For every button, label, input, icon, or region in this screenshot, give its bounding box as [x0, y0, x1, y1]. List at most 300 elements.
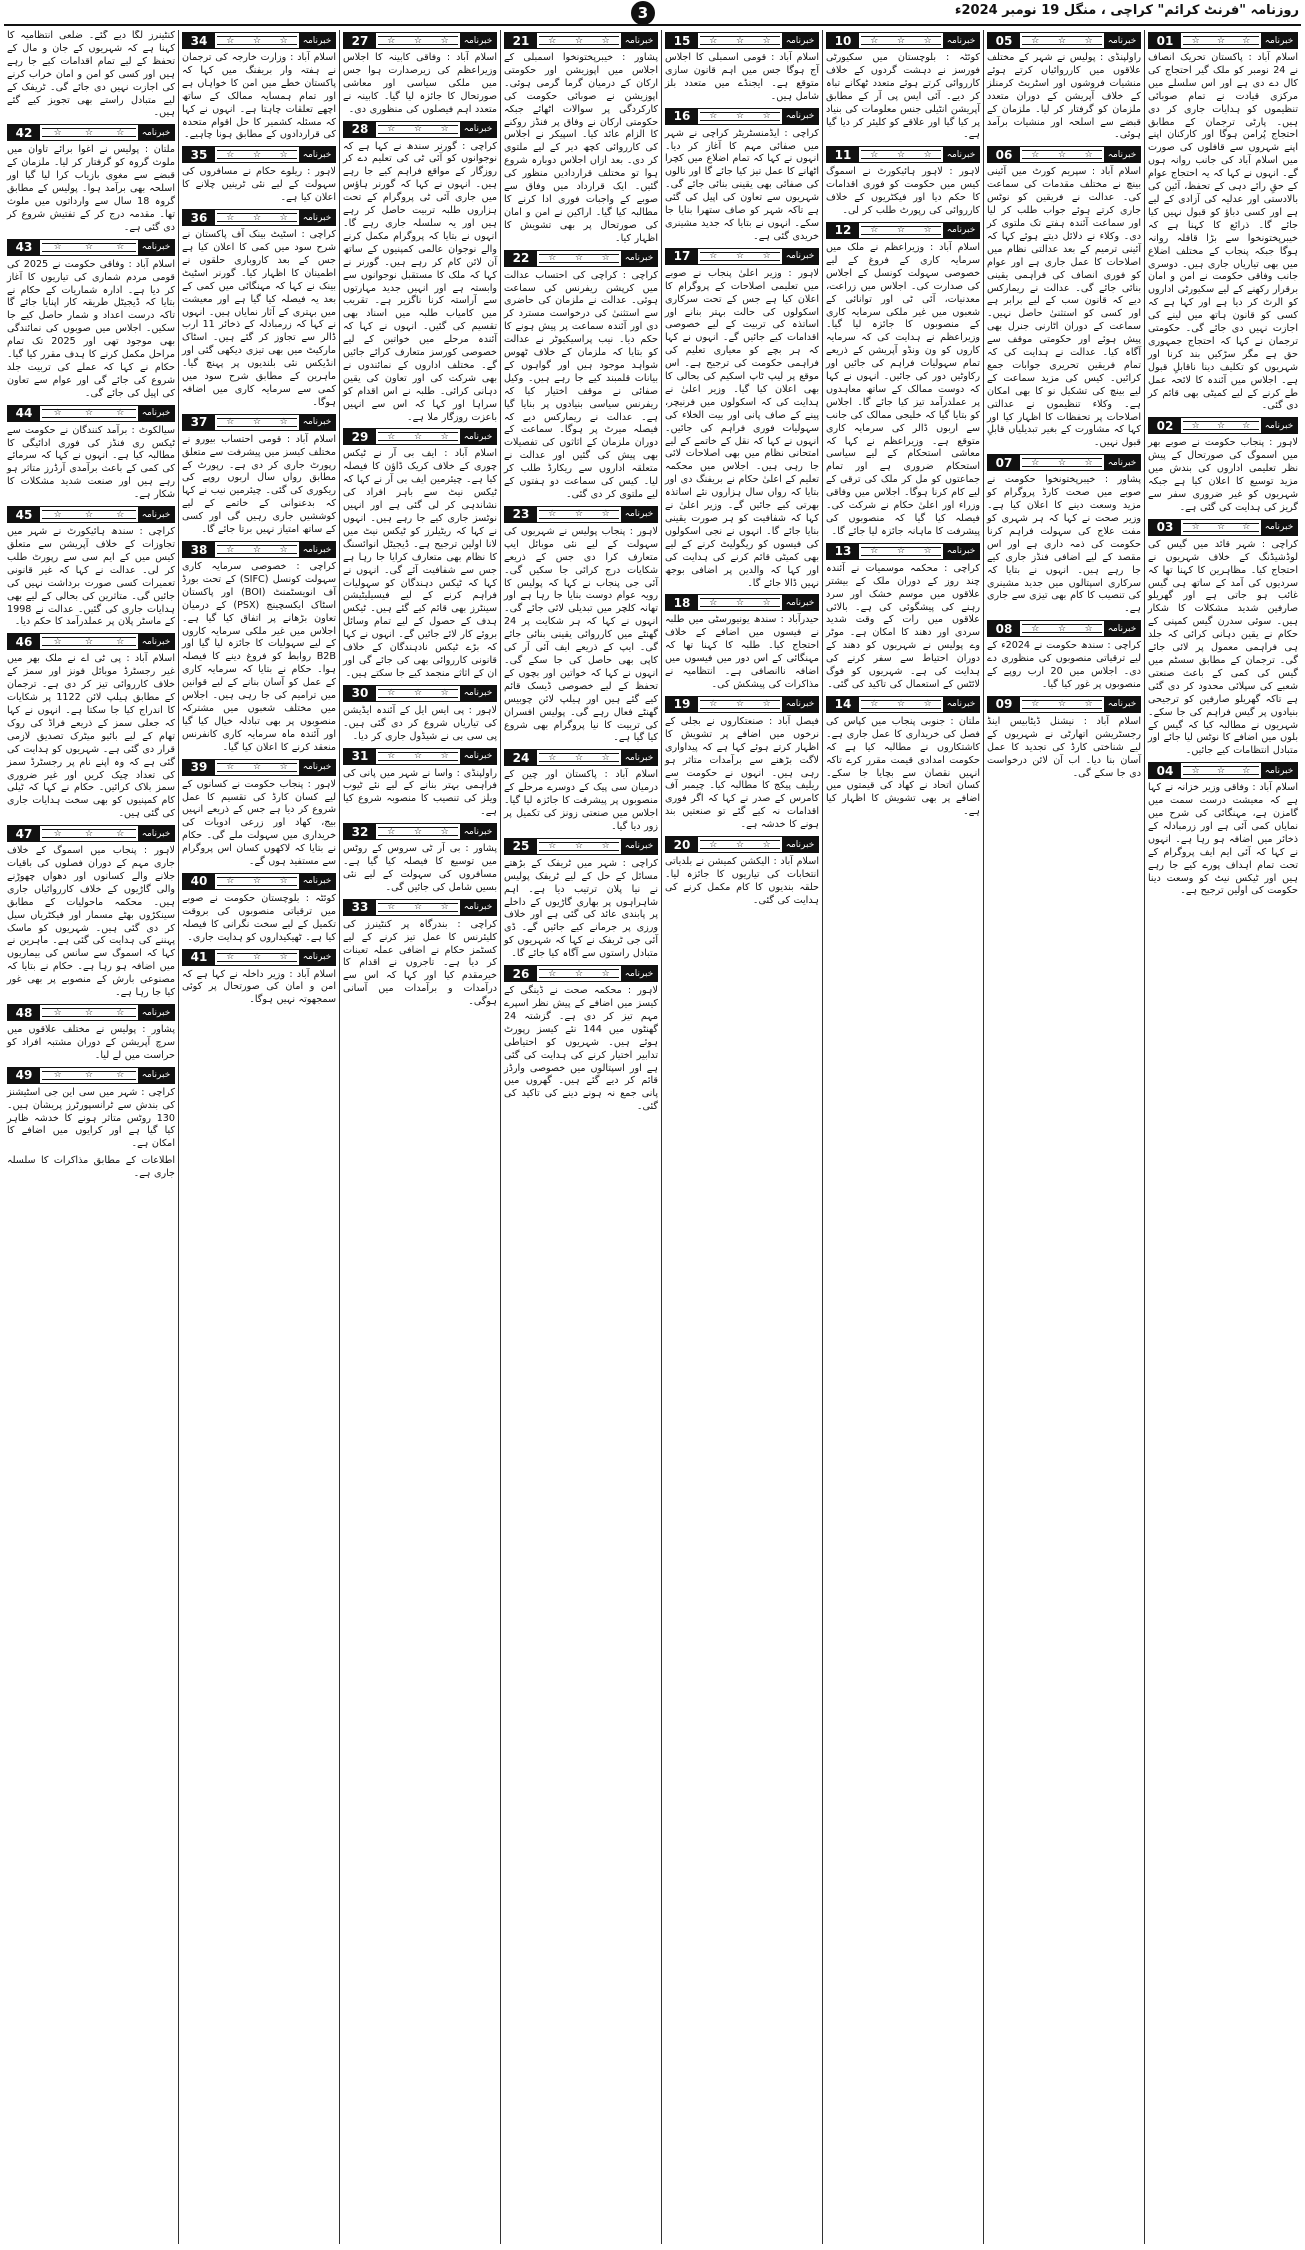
star-icon: ☆: [896, 149, 906, 160]
star-divider: [217, 953, 297, 962]
star-icon: ☆: [413, 688, 423, 699]
star-divider: [539, 842, 619, 851]
star-icon: ☆: [923, 149, 932, 160]
newspaper-page: [4, 30, 1301, 2244]
star-icon: ☆: [226, 212, 235, 223]
star-icon: ☆: [574, 752, 584, 763]
star-divider: [42, 829, 136, 838]
star-icon: ☆: [226, 149, 235, 160]
star-icon: ☆: [574, 253, 584, 264]
news-item-tag: خبرنامہ: [460, 122, 496, 137]
star-icon: ☆: [387, 826, 396, 837]
news-item-header: [343, 823, 497, 840]
news-item-tag: خبرنامہ: [621, 966, 657, 981]
star-icon: ☆: [601, 253, 610, 264]
news-item-number: 16: [666, 109, 698, 124]
star-icon: ☆: [413, 124, 423, 135]
news-item-header: [504, 32, 658, 49]
news-item-tag: خبرنامہ: [138, 507, 174, 522]
news-item-header: [826, 543, 980, 560]
star-divider: [539, 753, 619, 762]
star-divider: [700, 36, 780, 45]
news-item-tag: خبرنامہ: [1104, 697, 1140, 712]
news-item-number: 27: [344, 33, 376, 48]
news-item-header: [665, 594, 819, 611]
news-item-text: اسلام آباد : وزارت خارجہ کی ترجمان نے ہفتہ وار بریفنگ میں کہا کہ پاکستان خطے میں امن کا خواہاں ہے اور تمام ہمسایہ ممالک کے ساتھ اچھے تعلقات چاہتا ہے۔ انہوں نے کہا کہ مسئلہ کشمیر کا حل اقوام متحدہ کی قراردادوں کے مطابق ہونا چاہیے۔: [182, 52, 336, 141]
news-item-header: [343, 748, 497, 765]
star-icon: ☆: [735, 839, 745, 850]
news-item-tag: خبرنامہ: [460, 824, 496, 839]
news-item-number: 21: [505, 33, 537, 48]
star-icon: ☆: [548, 752, 557, 763]
news-item-tag: خبرنامہ: [138, 1068, 174, 1083]
news-item-number: 04: [1149, 763, 1181, 778]
news-item: [665, 248, 819, 591]
star-icon: ☆: [601, 35, 610, 46]
news-item-number: 30: [344, 686, 376, 701]
news-item-header: [665, 32, 819, 49]
star-divider: [700, 840, 780, 849]
news-item: [1148, 519, 1298, 758]
news-item-header: [182, 32, 336, 49]
news-item: [7, 1155, 175, 1181]
star-divider: [539, 969, 619, 978]
star-divider: [42, 637, 136, 646]
star-divider: [861, 700, 941, 709]
news-item-tag: خبرنامہ: [1261, 33, 1297, 48]
star-icon: ☆: [762, 839, 771, 850]
star-divider: [217, 213, 297, 222]
news-item-header: [1148, 32, 1298, 49]
star-icon: ☆: [1216, 420, 1226, 431]
news-item-number: 32: [344, 824, 376, 839]
news-item-tag: خبرنامہ: [1261, 763, 1297, 778]
news-item-tag: خبرنامہ: [299, 210, 335, 225]
star-icon: ☆: [1057, 457, 1067, 468]
star-icon: ☆: [896, 699, 906, 710]
star-icon: ☆: [226, 952, 235, 963]
star-icon: ☆: [440, 751, 449, 761]
news-item-header: [504, 250, 658, 267]
news-item: [343, 823, 497, 895]
news-item-tag: خبرنامہ: [782, 837, 818, 852]
news-item-header: [665, 696, 819, 713]
star-icon: ☆: [709, 839, 718, 850]
star-divider: [700, 252, 780, 261]
star-icon: ☆: [252, 417, 262, 428]
news-item-number: 17: [666, 249, 698, 264]
star-icon: ☆: [252, 876, 262, 887]
news-item-text: اسلام آباد : قومی احتساب بیورو نے مختلف کیسز میں پیشرفت سے متعلق رپورٹ جاری کر دی ہے۔ رپورٹ کے مطابق رواں سال اربوں روپے کی ریکوری کی گئی۔ چیئرمین نیب نے کہا کہ بدعنوانی کے خاتمے کے لیے کوششیں جاری رہیں گی اور کسی کے ساتھ امتیاز نہیں برتا جائے گا۔: [182, 433, 336, 536]
news-item: [7, 825, 175, 1000]
news-item-number: 15: [666, 33, 698, 48]
news-item-number: 20: [666, 837, 698, 852]
star-icon: ☆: [1084, 35, 1093, 46]
star-icon: ☆: [279, 762, 288, 773]
news-item: [343, 685, 497, 744]
star-icon: ☆: [116, 242, 125, 253]
star-icon: ☆: [574, 968, 584, 979]
news-item-tag: خبرنامہ: [138, 1005, 174, 1020]
news-item: [504, 838, 658, 961]
star-icon: ☆: [1031, 623, 1040, 634]
star-divider: [1183, 523, 1259, 532]
star-icon: ☆: [1084, 457, 1093, 468]
news-item: [665, 32, 819, 104]
star-divider: [378, 125, 458, 134]
star-divider: [378, 432, 458, 441]
star-icon: ☆: [84, 242, 94, 253]
news-item: [182, 759, 336, 869]
star-icon: ☆: [413, 902, 423, 913]
star-divider: [1022, 700, 1102, 709]
news-column: [4, 30, 178, 2244]
star-icon: ☆: [870, 225, 879, 236]
star-icon: ☆: [387, 124, 396, 135]
star-divider: [1183, 36, 1259, 45]
star-icon: ☆: [1031, 149, 1040, 160]
star-icon: ☆: [53, 1007, 62, 1018]
star-icon: ☆: [1031, 35, 1040, 46]
news-item-tag: خبرنامہ: [621, 839, 657, 854]
news-item-text: پشاور : خیبرپختونخوا اسمبلی کے اجلاس میں اپوزیشن اور حکومتی ارکان کے درمیان گرما گرمی ہوئی۔ اپوزیشن نے صوبائی حکومت کی کارکردگی پر سوالات اٹھائے جبکہ حکومتی ارکان نے وفاق پر فنڈز روکنے کا الزام عائد کیا۔ اسپیکر نے اجلاس کی کارروائی کچھ دیر کے لیے ملتوی کر دی۔ بعد ازاں اجلاس دوبارہ شروع ہوا تو مختلف قراردادیں منظور کی گئیں۔ ایک قرارداد میں وفاق سے صوبے کے واجبات فوری ادا کرنے کا مطالبہ کیا گیا۔ اراکین نے امن و امان کی صورتحال پر بھی تشویش کا اظہار کیا۔: [504, 52, 658, 244]
news-item-number: 31: [344, 749, 376, 764]
news-item-tag: خبرنامہ: [1104, 621, 1140, 636]
news-item: [504, 250, 658, 502]
star-icon: ☆: [279, 544, 288, 555]
star-icon: ☆: [548, 968, 557, 979]
news-item-text: اسلام آباد : پی ٹی اے نے ملک بھر میں غیر رجسٹرڈ موبائل فونز اور سمز کے خلاف کارروائی تیز کر دی ہے۔ ترجمان کے مطابق ہیلپ لائن 1122 پر شکایات کا اندراج کیا جا سکتا ہے۔ انہوں نے کہا کہ جعلی سمز کے ذریعے فراڈ کی روک تھام کے لیے بائیو میٹرک تصدیق لازمی قرار دی گئی ہے۔ شہریوں کو ہدایت کی گئی ہے کہ وہ اپنے نام پر رجسٹرڈ سمز کی تعداد چیک کریں اور غیر ضروری سمز بلاک کرائیں۔ حکام نے کہا کہ ٹیلی کام کمپنیوں کو بھی سخت ہدایات جاری کی گئی ہیں۔: [7, 653, 175, 820]
news-item-text: کراچی : کراچی کی احتساب عدالت میں کرپشن ریفرنس کی سماعت ہوئی۔ عدالت نے ملزمان کی حاضری سے استثنیٰ کی درخواست مسترد کر دی اور آئندہ سماعت پر پیش ہونے کا حکم دیا۔ نیب پراسیکیوٹر نے عدالت کو بتایا کہ ملزمان کے خلاف ٹھوس شواہد موجود ہیں اور گواہوں کے بیانات قلمبند کیے جا رہے ہیں۔ وکیل صفائی نے موقف اختیار کیا کہ ریفرنس سیاسی بنیادوں پر بنایا گیا ہے۔ عدالت نے ریمارکس دیے کہ فیصلہ میرٹ پر ہوگا۔ سماعت کے دوران ملزمان کے اثاثوں کی تفصیلات بھی پیش کی گئیں اور عدالت نے متعلقہ اداروں سے ریکارڈ طلب کر لیا۔ کیس کی سماعت دو ہفتوں کے لیے ملتوی کر دی گئی۔: [504, 269, 658, 500]
star-icon: ☆: [548, 509, 557, 520]
news-item-header: [504, 965, 658, 982]
star-icon: ☆: [1084, 699, 1093, 710]
news-item-tag: خبرنامہ: [1104, 147, 1140, 162]
star-icon: ☆: [1216, 522, 1226, 533]
star-divider: [378, 752, 458, 761]
news-item-number: 01: [1149, 33, 1181, 48]
news-item-text: ملتان : جنوبی پنجاب میں کپاس کی فصل کی خریداری کا عمل جاری ہے۔ کاشتکاروں نے مطالبہ کیا ہے کہ حکومت امدادی قیمت مقرر کرے تاکہ انہیں نقصان سے بچایا جا سکے۔ کسان اتحاد نے کھاد کی قیمتوں میں اضافے پر بھی تشویش کا اظہار کیا ہے۔: [826, 715, 980, 818]
news-item-number: 38: [183, 542, 215, 557]
star-icon: ☆: [548, 35, 557, 46]
news-item: [826, 696, 980, 819]
star-icon: ☆: [762, 597, 771, 608]
news-item-header: [182, 146, 336, 163]
news-item: [987, 620, 1141, 692]
star-icon: ☆: [896, 546, 906, 557]
news-item: [182, 146, 336, 205]
star-icon: ☆: [53, 509, 62, 520]
news-item: [7, 124, 175, 234]
news-item: [504, 749, 658, 834]
news-item: [343, 121, 497, 425]
news-item-text: اسلام آباد : وزیر داخلہ نے کہا ہے کہ امن و امان کی صورتحال پر کوئی سمجھوتہ نہیں ہوگا۔: [182, 968, 336, 1006]
news-item: [665, 696, 819, 832]
star-icon: ☆: [709, 597, 718, 608]
news-item: [665, 594, 819, 691]
star-icon: ☆: [923, 225, 932, 236]
star-icon: ☆: [548, 253, 557, 264]
news-column: [178, 30, 339, 2244]
star-icon: ☆: [1031, 699, 1040, 710]
news-item-header: [987, 454, 1141, 471]
news-item: [504, 965, 658, 1114]
star-icon: ☆: [440, 902, 449, 913]
news-item: [182, 949, 336, 1008]
star-icon: ☆: [762, 699, 771, 710]
news-item-header: [182, 759, 336, 776]
news-item-tag: خبرنامہ: [460, 900, 496, 915]
news-item-text: کراچی : سندھ ہائیکورٹ نے شہر میں تجاوزات کے خلاف آپریشن سے متعلق کیس میں کے ایم سی سے رپورٹ طلب کر لی۔ عدالت نے کہا کہ غیر قانونی تعمیرات کسی صورت برداشت نہیں کی جائیں گی۔ متاثرین کی بحالی کے لیے بھی ہدایات جاری کی گئیں۔ عدالت نے 1998 کے ماسٹر پلان پر عملدرآمد کا حکم دیا۔: [7, 526, 175, 628]
star-icon: ☆: [548, 841, 557, 852]
news-column: [339, 30, 500, 2244]
news-item-text: کراچی : ایڈمنسٹریٹر کراچی نے شہر میں صفائی مہم کا آغاز کر دیا۔ انہوں نے کہا کہ تمام اضلاع میں کچرا اٹھانے کا عمل تیز کیا جائے گا اور نالوں کی صفائی بھی یقینی بنائی جائے گی۔ شہریوں سے تعاون کی اپیل کی گئی ہے تاکہ شہر کو صاف ستھرا بنایا جا سکے۔ انہوں نے بتایا کہ جدید مشینری خریدی گئی ہے۔: [665, 127, 819, 242]
star-icon: ☆: [709, 35, 718, 46]
news-item-header: [7, 1067, 175, 1084]
news-column: [983, 30, 1144, 2244]
news-item-header: [1148, 519, 1298, 536]
news-item-header: [665, 836, 819, 853]
star-icon: ☆: [709, 251, 718, 262]
news-item-tag: خبرنامہ: [138, 406, 174, 421]
star-divider: [700, 700, 780, 709]
news-item-number: 34: [183, 33, 215, 48]
news-column: [1144, 30, 1301, 2244]
star-icon: ☆: [870, 149, 879, 160]
star-icon: ☆: [116, 509, 125, 520]
news-item-number: 42: [8, 125, 40, 140]
news-item: [987, 696, 1141, 781]
news-item-number: 35: [183, 147, 215, 162]
news-item-number: 02: [1149, 418, 1181, 433]
star-divider: [378, 827, 458, 836]
news-item-text: کراچی : اسٹیٹ بینک آف پاکستان نے شرح سود میں کمی کا اعلان کیا ہے جس کے بعد کاروباری حلقوں نے اطمینان کا اظہار کیا۔ گورنر اسٹیٹ بینک نے کہا کہ مہنگائی میں کمی کے بعد یہ فیصلہ کیا گیا ہے اور معیشت میں بہتری کے آثار نمایاں ہیں۔ انہوں نے کہا کہ زرمبادلہ کے ذخائر 11 ارب ڈالر سے تجاوز کر گئے ہیں۔ اسٹاک مارکیٹ میں بھی تیزی دیکھی گئی اور انڈیکس نئی بلندیوں پر پہنچ گیا۔ ماہرین کے مطابق شرح سود میں کمی سے سرمایہ کاری میں اضافہ ہوگا۔: [182, 229, 336, 408]
star-icon: ☆: [387, 751, 396, 761]
star-divider: [700, 112, 780, 121]
star-icon: ☆: [1242, 420, 1251, 431]
news-item-text: سیالکوٹ : برآمد کنندگان نے حکومت سے ٹیکس ری فنڈز کی فوری ادائیگی کا مطالبہ کیا ہے۔ انہوں نے کہا کہ سرمائے کی کمی کے باعث برآمدی آرڈرز متاثر ہو رہے ہیں اور صنعت شدید مشکلات کا شکار ہے۔: [7, 424, 175, 501]
news-item-text: کراچی : شہر قائد میں گیس کی لوڈشیڈنگ کے خلاف شہریوں نے احتجاج کیا۔ مظاہرین کا کہنا تھا کہ سردیوں کی آمد کے ساتھ ہی گیس غائب ہو جاتی ہے اور گھریلو صارفین شدید مشکلات کا شکار ہیں۔ سوئی سدرن گیس کمپنی کے حکام نے یقین دہانی کرائی کہ جلد ہی فراہمی معمول پر لائی جائے گی۔ ترجمان کے مطابق سسٹم میں گیس کی کمی کے باعث صنعتی شعبے کی سپلائی محدود کر دی گئی ہے تاکہ گھریلو صارفین کو ترجیحی بنیادوں پر گیس فراہم کی جا سکے۔ شہریوں نے مطالبہ کیا کہ گیس کے بلوں میں اضافے کا نوٹس لیا جائے اور متبادل انتظامات کیے جائیں۔: [1148, 538, 1298, 757]
news-item-number: 22: [505, 251, 537, 266]
news-item-tag: خبرنامہ: [299, 760, 335, 775]
news-item-text: اسلام آباد : وزیراعظم نے ملک میں سرمایہ کاری کے فروغ کے لیے خصوصی سہولت کونسل کے اجلاس کی صدارت کی۔ اجلاس میں زراعت، معدنیات، آئی ٹی اور توانائی کے شعبوں میں غیر ملکی سرمایہ کاری کے منصوبوں کا جائزہ لیا گیا۔ وزیراعظم نے ہدایت کی کہ سرمایہ کاروں کو ون ونڈو آپریشن کے ذریعے تمام سہولیات فراہم کی جائیں اور رکاوٹیں دور کی جائیں۔ انہوں نے کہا کہ دوست ممالک کے ساتھ معاہدوں پر عملدرآمد تیز کیا جائے گا۔ اجلاس کو بتایا گیا کہ خلیجی ممالک کی جانب سے اربوں ڈالر کی سرمایہ کاری متوقع ہے۔ وزیراعظم نے کہا کہ معاشی استحکام کے لیے سیاسی استحکام ضروری ہے اور تمام جماعتوں کو مل کر ملک کی ترقی کے لیے کام کرنا ہوگا۔ اجلاس میں وفاقی وزراء اور اعلیٰ حکام نے شرکت کی۔ فیصلہ کیا گیا کہ منصوبوں کی پیشرفت کا ماہانہ جائزہ لیا جائے گا۔: [826, 241, 980, 537]
news-item: [665, 836, 819, 908]
news-item: [182, 541, 336, 755]
news-item-text: کراچی : محکمہ موسمیات نے آئندہ چند روز کے دوران ملک کے بیشتر علاقوں میں موسم خشک اور سرد رہنے کی پیشگوئی کی ہے۔ بالائی علاقوں میں رات کے وقت شدید سردی اور دھند کا امکان ہے۔ موٹر وے پولیس نے شہریوں کو دھند کے دوران احتیاط سے سفر کرنے کی ہدایت کی ہے۔ شہریوں کو فوگ لائٹس کے استعمال کی تاکید کی گئی۔: [826, 562, 980, 690]
star-icon: ☆: [1057, 35, 1067, 46]
star-divider: [1022, 624, 1102, 633]
star-icon: ☆: [735, 597, 745, 608]
news-item-header: [504, 506, 658, 523]
news-item: [343, 899, 497, 1009]
news-item-tag: خبرنامہ: [138, 634, 174, 649]
news-item-text: اسلام آباد : قومی اسمبلی کا اجلاس آج ہوگا جس میں اہم قانون سازی متوقع ہے۔ ایجنڈے میں متعدد بلز شامل ہیں۔: [665, 52, 819, 102]
news-item-text: کراچی : گورنر سندھ نے کہا ہے کہ نوجوانوں کو آئی ٹی کی تعلیم دے کر روزگار کے مواقع فراہم کیے جا رہے ہیں۔ انہوں نے کہا کہ گورنر ہاؤس میں جاری آئی ٹی پروگرام کے تحت ہزاروں طلبہ تربیت حاصل کر رہے ہیں اور یہ سلسلہ جاری رہے گا۔ انہوں نے بتایا کہ پروگرام مکمل کرنے والے نوجوان عالمی کمپنیوں کے ساتھ آن لائن کام کر رہے ہیں۔ گورنر نے کہا کہ ملک کا مستقبل نوجوانوں سے وابستہ ہے اور انہیں جدید مہارتوں سے آراستہ کرنا ناگزیر ہے۔ تقریب میں کامیاب طلبہ میں اسناد بھی تقسیم کی گئیں۔ انہوں نے کہا کہ آئندہ مرحلے میں خواتین کے لیے خصوصی کورسز متعارف کرائے جائیں گے۔ مختلف اداروں کے نمائندوں نے بھی شرکت کی اور تعاون کی یقین دہانی کرائی۔ طلبہ نے اس اقدام کو سراہا اور کہا کہ اس سے انہیں باعزت روزگار ملا ہے۔: [343, 140, 497, 423]
star-icon: ☆: [870, 546, 879, 557]
news-item-header: [7, 506, 175, 523]
news-item-number: 23: [505, 507, 537, 522]
news-item-number: 08: [988, 621, 1020, 636]
news-item: [343, 32, 497, 117]
star-icon: ☆: [1242, 35, 1251, 46]
news-item-tag: خبرنامہ: [782, 109, 818, 124]
news-item-tag: خبرنامہ: [621, 251, 657, 266]
news-item-header: [7, 405, 175, 422]
star-divider: [42, 510, 136, 519]
news-item-tag: خبرنامہ: [621, 33, 657, 48]
star-divider: [1022, 458, 1102, 467]
star-icon: ☆: [1057, 623, 1067, 634]
news-item-tag: خبرنامہ: [138, 125, 174, 140]
star-divider: [539, 36, 619, 45]
news-item: [826, 543, 980, 692]
news-item-number: 33: [344, 900, 376, 915]
star-icon: ☆: [1084, 623, 1093, 634]
star-icon: ☆: [440, 35, 449, 46]
star-icon: ☆: [252, 149, 262, 160]
news-item-number: 36: [183, 210, 215, 225]
news-item-text: کوئٹہ : بلوچستان حکومت نے صوبے میں ترقیاتی منصوبوں کی بروقت تکمیل کے لیے سخت نگرانی کا فیصلہ کیا ہے۔ ٹھیکیداروں کو ہدایت جاری۔: [182, 892, 336, 943]
news-item-tag: خبرنامہ: [1104, 455, 1140, 470]
news-item-number: 11: [827, 147, 859, 162]
news-item-text: اسلام آباد : الیکشن کمیشن نے بلدیاتی انتخابات کی تیاریوں کا جائزہ لیا۔ حلقہ بندیوں کا کام مکمل کرنے کی ہدایت کی گئی۔: [665, 856, 819, 906]
news-item-text: اطلاعات کے مطابق مذاکرات کا سلسلہ جاری ہے۔: [7, 1155, 175, 1180]
star-icon: ☆: [252, 35, 262, 46]
star-divider: [42, 243, 136, 252]
star-icon: ☆: [387, 902, 396, 913]
news-item-tag: خبرنامہ: [1104, 33, 1140, 48]
news-item-header: [7, 1004, 175, 1021]
star-divider: [42, 1071, 136, 1080]
news-item: [504, 506, 658, 745]
news-item-text: پشاور : پولیس نے مختلف علاقوں میں سرچ آپریشن کے دوران مشتبہ افراد کو حراست میں لے لیا۔: [7, 1024, 175, 1061]
news-item-header: [1148, 417, 1298, 434]
news-item: [182, 873, 336, 945]
star-icon: ☆: [1216, 35, 1226, 46]
news-item: [665, 108, 819, 244]
news-column: [822, 30, 983, 2244]
news-item-text: اسلام آباد : وفاقی کابینہ کا اجلاس وزیراعظم کی زیرصدارت ہوا جس میں ملکی سیاسی اور معاشی صورتحال کا جائزہ لیا گیا۔ کابینہ نے متعدد اہم فیصلوں کی منظوری دی۔: [343, 52, 497, 115]
news-item: [343, 428, 497, 680]
news-item-tag: خبرنامہ: [782, 697, 818, 712]
star-icon: ☆: [709, 111, 718, 122]
news-item: [7, 30, 175, 120]
news-item-text: کراچی : بندرگاہ پر کنٹینرز کی کلیئرنس کا عمل تیز کرنے کے لیے کسٹمز حکام نے اضافی عملہ تعینات کر دیا ہے۔ تاجروں نے اقدام کا خیرمقدم کیا اور کہا کہ اس سے درآمدات و برآمدات میں آسانی ہوگی۔: [343, 918, 497, 1008]
star-icon: ☆: [1242, 765, 1251, 776]
news-item-text: لاہور : پنجاب حکومت نے صوبے بھر میں اسموگ کی صورتحال کے پیش نظر تعلیمی اداروں کی بندش میں مزید توسیع کا اعلان کیا ہے جبکہ شہریوں کو غیر ضروری سفر سے گریز کی ہدایت کی گئی ہے۔: [1148, 437, 1298, 513]
star-icon: ☆: [53, 242, 62, 253]
news-item-tag: خبرنامہ: [782, 33, 818, 48]
news-item-header: [504, 838, 658, 855]
news-item: [1148, 762, 1298, 898]
news-item-number: 06: [988, 147, 1020, 162]
star-icon: ☆: [84, 636, 94, 647]
news-item-header: [665, 248, 819, 265]
news-item-number: 29: [344, 429, 376, 444]
news-column: [500, 30, 661, 2244]
news-item-tag: خبرنامہ: [1261, 520, 1297, 535]
news-item-header: [987, 620, 1141, 637]
star-icon: ☆: [413, 431, 423, 442]
date-line: روزنامہ "فرنٹ کرائم" کراچی ، منگل 19 نومبر 2024ء: [954, 3, 1299, 18]
news-item-text: پشاور : خیبرپختونخوا حکومت نے صوبے میں صحت کارڈ پروگرام کو مزید وسعت دینے کا اعلان کیا ہے۔ وزیر صحت نے کہا کہ ہر شہری کو مفت علاج کی سہولت فراہم کرنا حکومت کی ذمہ داری ہے اور اس مقصد کے لیے اضافی فنڈز جاری کیے جا رہے ہیں۔ انہوں نے بتایا کہ سرکاری اسپتالوں میں جدید مشینری کی تنصیب کا کام بھی تیزی سے جاری ہے۔: [987, 474, 1141, 615]
star-divider: [1183, 766, 1259, 775]
star-icon: ☆: [601, 968, 610, 979]
star-icon: ☆: [735, 35, 745, 46]
news-item-text: لاہور : لاہور ہائیکورٹ نے اسموگ کیس میں حکومت کو فوری اقدامات کا حکم دیا اور فیکٹریوں کے خلاف کارروائی کی رپورٹ طلب کر لی۔: [826, 166, 980, 217]
news-item: [987, 146, 1141, 450]
news-item-header: [343, 121, 497, 138]
star-icon: ☆: [574, 35, 584, 46]
news-item-tag: خبرنامہ: [460, 749, 496, 764]
news-item-number: 44: [8, 406, 40, 421]
news-item-header: [7, 239, 175, 256]
star-icon: ☆: [1084, 149, 1093, 160]
star-icon: ☆: [1191, 765, 1200, 776]
star-icon: ☆: [53, 828, 62, 839]
star-icon: ☆: [440, 826, 449, 837]
star-icon: ☆: [1242, 522, 1251, 533]
star-icon: ☆: [735, 699, 745, 710]
news-item-header: [343, 428, 497, 445]
star-divider: [539, 510, 619, 519]
page-number-badge: 3: [631, 1, 655, 25]
news-item: [1148, 417, 1298, 514]
news-item: [826, 32, 980, 142]
star-icon: ☆: [601, 841, 610, 852]
star-icon: ☆: [413, 35, 423, 46]
news-item-text: لاہور : پنجاب حکومت نے کسانوں کے لیے کسان کارڈ کی تقسیم کا عمل شروع کر دیا ہے جس کے ذریعے انہیں بیج، کھاد اور زرعی ادویات کی خریداری میں سہولت ملے گی۔ حکام نے بتایا کہ لاکھوں کسان اس پروگرام سے مستفید ہوں گے۔: [182, 778, 336, 868]
masthead: [0, 0, 1305, 22]
star-divider: [539, 254, 619, 263]
news-item-header: [343, 685, 497, 702]
news-item-tag: خبرنامہ: [943, 697, 979, 712]
news-item-number: 43: [8, 240, 40, 255]
star-icon: ☆: [84, 1007, 94, 1018]
news-item-text: اسلام آباد : وفاقی وزیر خزانہ نے کہا ہے کہ معیشت درست سمت میں گامزن ہے، مہنگائی کی شرح میں نمایاں کمی آئی ہے اور زرمبادلہ کے ذخائر میں اضافہ ہو رہا ہے۔ انہوں نے کہا کہ آئی ایم ایف پروگرام کے تحت تمام اہداف پورے کیے جا رہے ہیں اور ٹیکس نیٹ کو وسعت دینا حکومت کی اولین ترجیح ہے۔: [1148, 782, 1298, 897]
star-divider: [217, 418, 297, 427]
star-icon: ☆: [116, 1070, 125, 1081]
star-icon: ☆: [574, 841, 584, 852]
star-icon: ☆: [440, 124, 449, 135]
news-item-text: اسلام آباد : ایف بی آر نے ٹیکس چوری کے خلاف کریک ڈاؤن کا فیصلہ کیا ہے۔ چیئرمین ایف بی آر نے کہا کہ ٹیکس نیٹ سے باہر افراد کی نشاندہی کر لی گئی ہے اور انہیں نوٹسز جاری کیے جا رہے ہیں۔ انہوں نے کہا کہ ریٹیلرز کو ٹیکس نیٹ میں لانا اولین ترجیح ہے۔ ڈیجیٹل انوائسنگ کا نظام بھی متعارف کرایا جا رہا ہے جس سے شفافیت آئے گی۔ انہوں نے کہا کہ ٹیکس دہندگان کو سہولیات فراہم کرنے کے لیے فیسیلیٹیشن سینٹرز بھی قائم کیے گئے ہیں۔ ٹیکس ہدف کے حصول کے لیے تمام وسائل بروئے کار لائے جائیں گے۔ انہوں نے کہا کہ بڑے ٹیکس نادہندگان کے خلاف قانونی کارروائی بھی کی جائے گی اور ان کے اثاثے منجمد کیے جا سکتے ہیں۔: [343, 448, 497, 679]
news-item-text: لاہور : وزیر اعلیٰ پنجاب نے صوبے میں تعلیمی اصلاحات کے پروگرام کا اعلان کیا ہے جس کے تحت سرکاری اسکولوں کی حالت بہتر بنانے اور اساتذہ کی تربیت کے لیے خصوصی اقدامات کیے جائیں گے۔ انہوں نے کہا کہ ہر بچے کو معیاری تعلیم کی فراہمی حکومت کی ترجیح ہے۔ اس موقع پر لیپ ٹاپ اسکیم کی بحالی کا بھی اعلان کیا گیا۔ وزیر اعلیٰ نے ہدایت کی کہ اسکولوں میں فرنیچر، پینے کے صاف پانی اور بیت الخلاء کی سہولیات فوری فراہم کی جائیں۔ انہوں نے کہا کہ نقل کے خاتمے کے لیے امتحانی نظام میں بھی اصلاحات لائی جا رہی ہیں۔ اجلاس میں محکمہ تعلیم کے اعلیٰ حکام نے بریفنگ دی اور بتایا کہ رواں سال ہزاروں نئے اساتذہ بھرتی کیے جائیں گے۔ وزیر اعلیٰ نے کہا کہ شفافیت کو ہر صورت یقینی بنایا جائے گا۔ انہوں نے نجی اسکولوں کی فیسوں کو ریگولیٹ کرنے کے لیے بھی کمیٹی قائم کرنے کی ہدایت کی اور کہا کہ والدین پر اضافی بوجھ نہیں ڈالا جائے گا۔: [665, 267, 819, 589]
star-icon: ☆: [116, 1007, 125, 1018]
news-item: [987, 32, 1141, 142]
star-icon: ☆: [440, 688, 449, 699]
news-item-header: [7, 633, 175, 650]
star-icon: ☆: [762, 111, 771, 122]
star-icon: ☆: [870, 699, 879, 710]
news-item-tag: خبرنامہ: [299, 33, 335, 48]
star-icon: ☆: [735, 111, 745, 122]
news-item-header: [504, 749, 658, 766]
news-item: [504, 32, 658, 246]
news-item-header: [826, 696, 980, 713]
news-item: [1148, 32, 1298, 413]
star-icon: ☆: [387, 35, 396, 46]
star-divider: [217, 877, 297, 886]
news-item-number: 05: [988, 33, 1020, 48]
news-column: [661, 30, 822, 2244]
news-item-text: کوئٹہ : بلوچستان میں سکیورٹی فورسز نے دہشت گردوں کے خلاف کارروائی کرتے ہوئے متعدد ٹھکانے تباہ کر دیے۔ آئی ایس پی آر کے مطابق آپریشن انٹیلی جنس معلومات کی بنیاد پر کیا گیا اور علاقے کو کلیئر کر دیا گیا ہے۔: [826, 52, 980, 141]
star-divider: [378, 689, 458, 698]
star-icon: ☆: [870, 35, 879, 46]
news-item-number: 10: [827, 33, 859, 48]
news-item-number: 41: [183, 950, 215, 965]
star-icon: ☆: [84, 127, 94, 138]
news-item-tag: خبرنامہ: [943, 223, 979, 238]
